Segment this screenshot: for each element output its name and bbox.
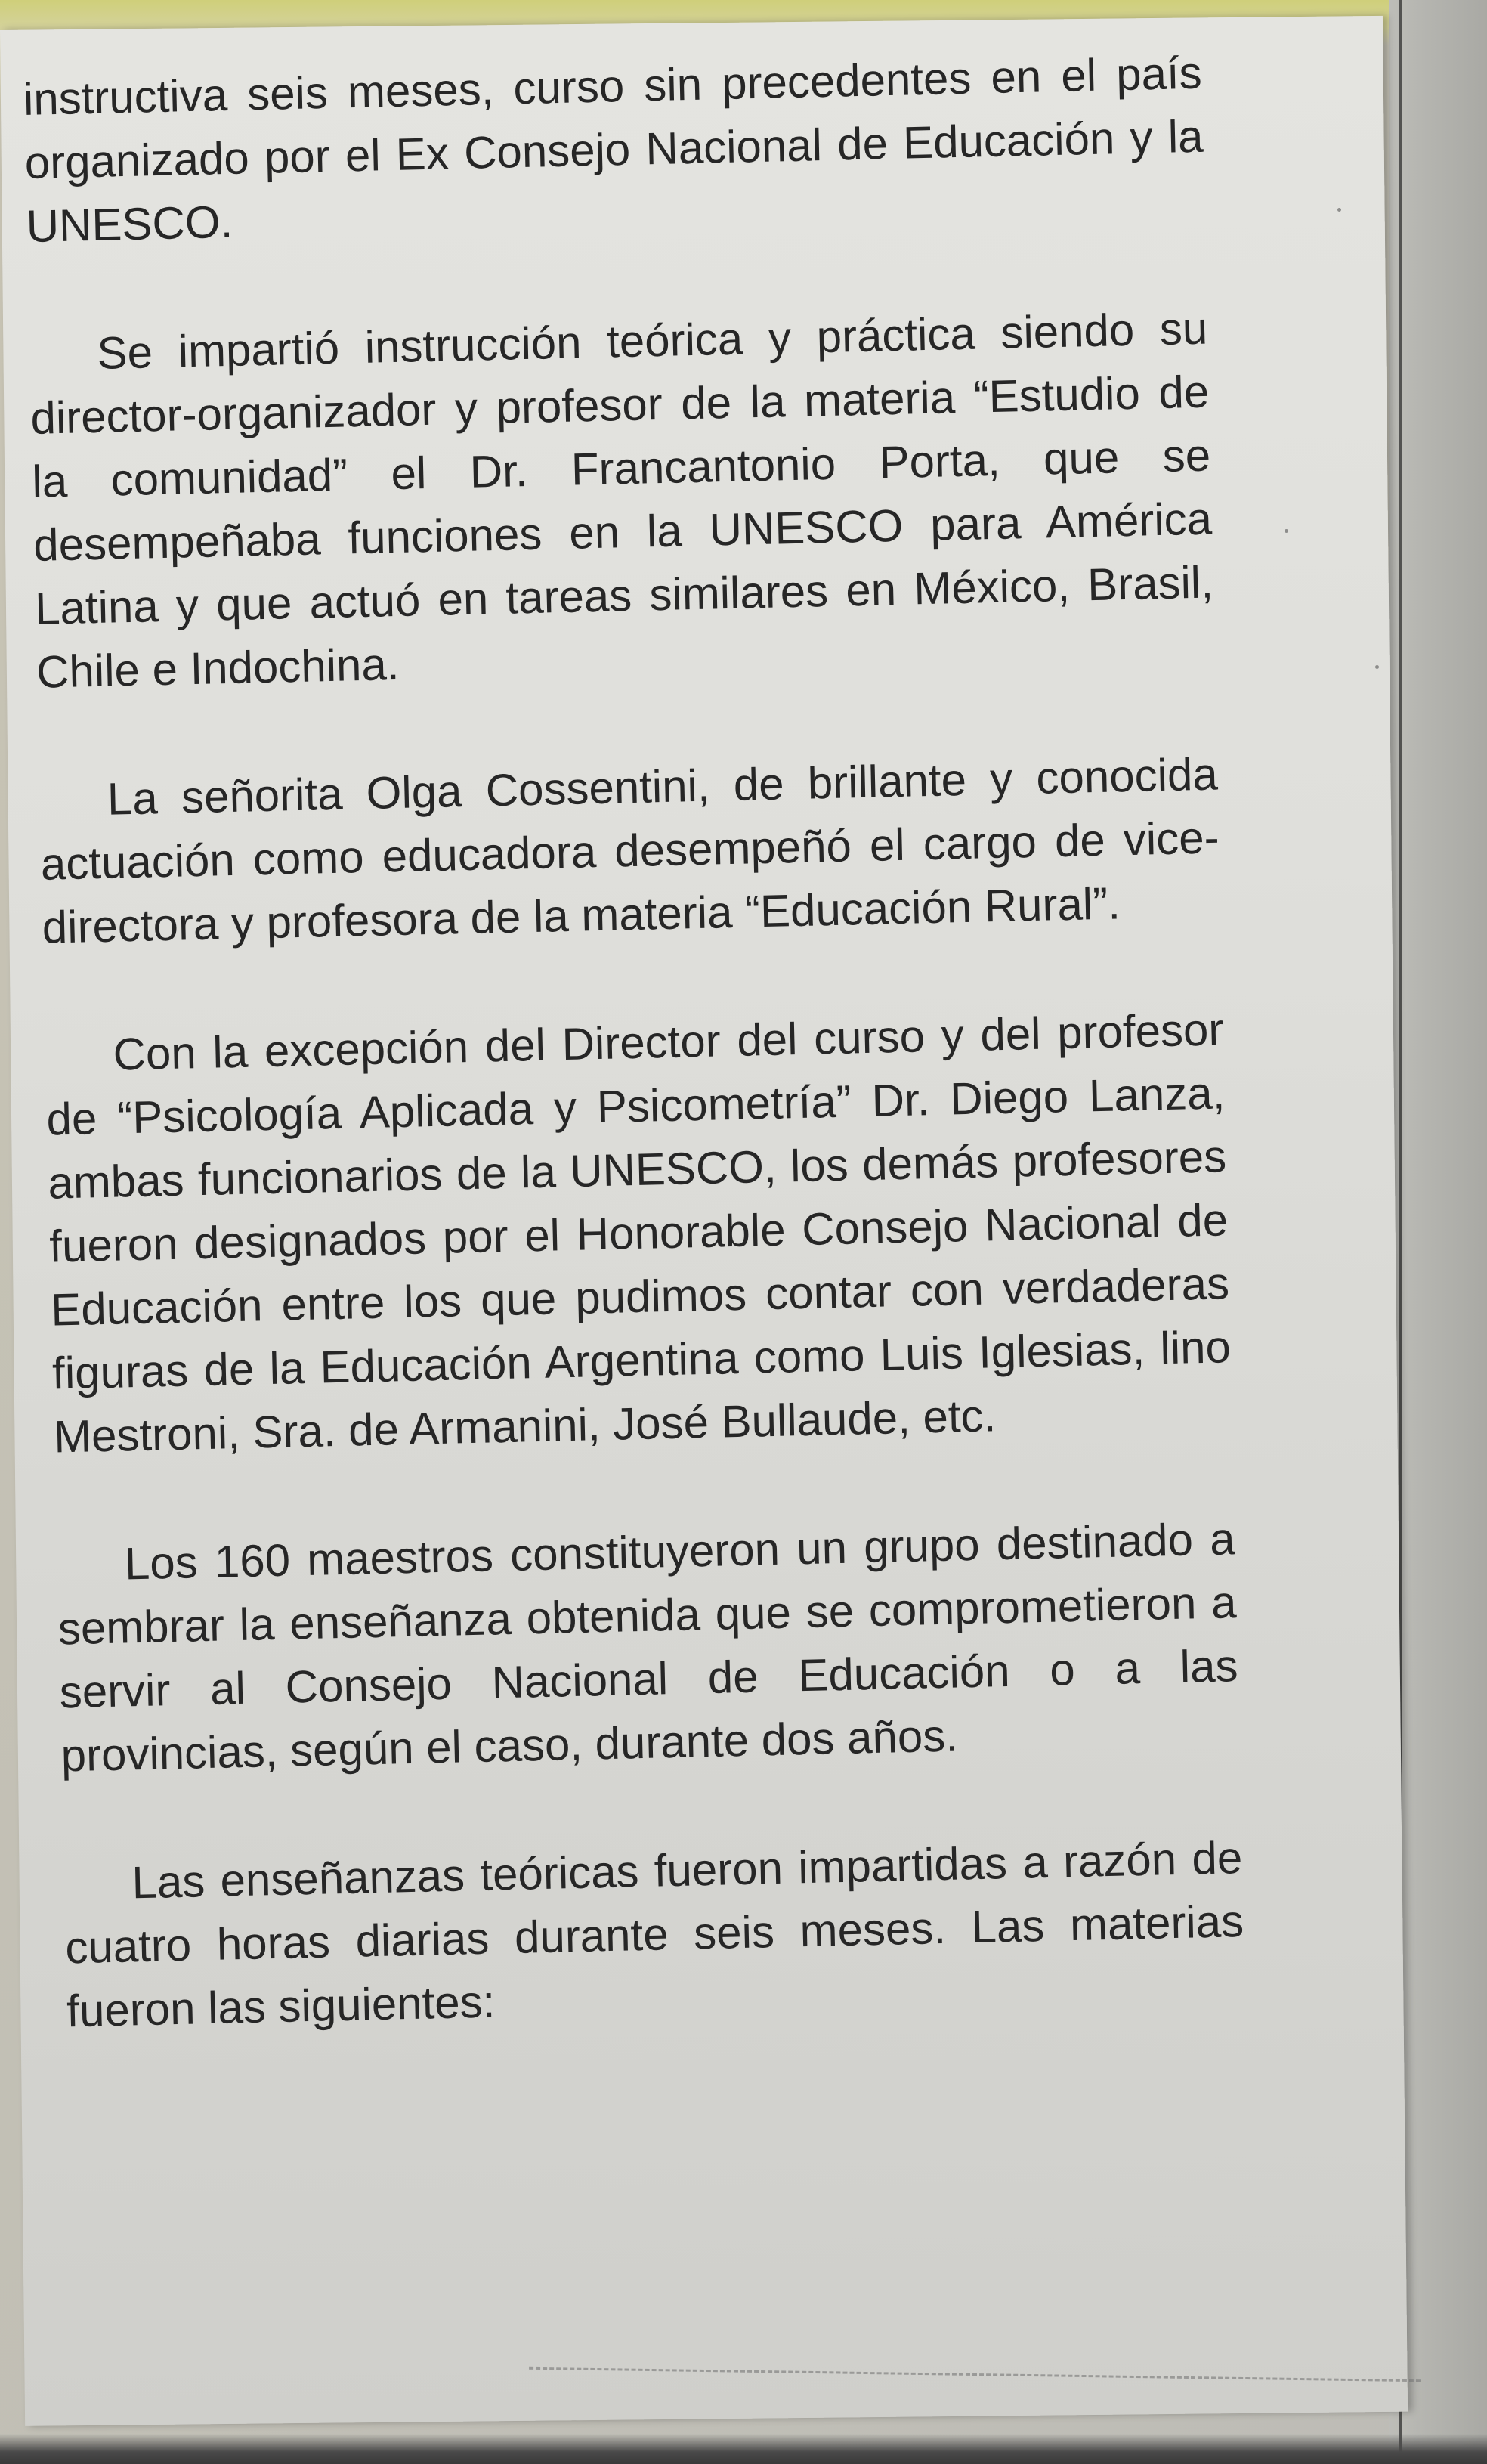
paper-speck bbox=[1375, 665, 1379, 669]
paper-speck bbox=[1337, 208, 1341, 212]
paragraph-3: La señorita Olga Cossentini, de brillante y conocida actuación como educadora desempeñó el cargo de vice-directora y profesora de la materia “Educación Rural”. bbox=[40, 748, 1220, 953]
document-body bbox=[23, 42, 1247, 2109]
background-surface-bottom bbox=[0, 2434, 1487, 2464]
paragraph-5: Los 160 maestros constituyeron un grupo destinado a sembrar la enseñanza obtenida que se comprometieron a servir al Consejo Nacional de Educación o a las provincias, según el caso, durante dos años. bbox=[57, 1513, 1239, 1781]
paragraph-6: Las enseñanzas teóricas fueron impartidas a razón de cuatro horas diarias durante seis meses. Las materias fueron las siguientes: bbox=[64, 1831, 1244, 2037]
paragraph-1: instructiva seis meses, curso sin precedentes en el país organizado por el Ex Consejo Nacional de Educación y la UNESCO. bbox=[23, 47, 1204, 252]
paragraph-2: Se impartió instrucción teórica y práctica siendo su director-organizador y profesor de la materia “Estudio de la comunidad” el Dr. Francantonio Porta, que se desempeñaba funciones en la UNESCO para América Latina y que actuó en tareas similares en México, Brasil, Chile e Indochina. bbox=[29, 302, 1214, 698]
paragraph-4: Con la excepción del Director del curso y del profesor de “Psicología Aplicada y Psicometría” Dr. Diego Lanza, ambas funcionarios de la UNESCO, los demás profesores fueron designados por el Honorable Consejo Nacional de Educación entre los que pudimos contar con verdaderas figuras de la Educación Argentina como Luis Iglesias, lino Mestroni, Sra. de Armanini, José Bullaude, etc. bbox=[45, 1004, 1232, 1463]
paper-speck bbox=[1285, 529, 1288, 533]
